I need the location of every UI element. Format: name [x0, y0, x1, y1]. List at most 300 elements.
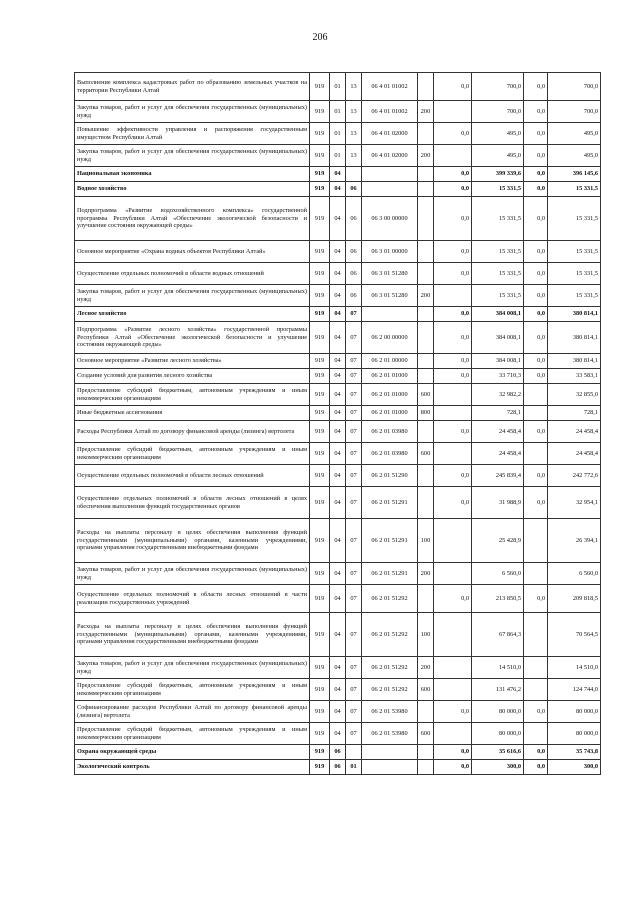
row-value-3: 0,0: [524, 145, 548, 167]
row-expense-type: [418, 745, 434, 760]
row-section: 01: [330, 101, 346, 123]
row-value-3: 0,0: [524, 197, 548, 241]
row-target-article: 06 3 01 51280: [362, 285, 418, 307]
row-value-1: 0,0: [434, 322, 472, 354]
row-grbs: 919: [310, 123, 330, 145]
row-grbs: 919: [310, 167, 330, 182]
row-expense-type: 800: [418, 406, 434, 421]
row-value-4: 24 458,4: [548, 443, 601, 465]
row-target-article: 06 2 01 53980: [362, 723, 418, 745]
row-target-article: 06 4 01 01002: [362, 73, 418, 101]
row-name: Закупка товаров, работ и услуг для обеспечения государственных (муниципальных) нужд: [75, 145, 310, 167]
row-section: 01: [330, 123, 346, 145]
row-value-2: 399 339,6: [472, 167, 524, 182]
table-row: [75, 167, 601, 182]
row-value-3: [524, 723, 548, 745]
row-value-4: 300,0: [548, 760, 601, 775]
row-value-1: 0,0: [434, 465, 472, 487]
row-value-3: 0,0: [524, 701, 548, 723]
row-value-4: 242 772,6: [548, 465, 601, 487]
row-target-article: 06 2 01 51290: [362, 465, 418, 487]
row-expense-type: [418, 307, 434, 322]
row-value-1: 0,0: [434, 369, 472, 384]
row-section: 04: [330, 322, 346, 354]
row-value-3: [524, 519, 548, 563]
row-value-1: 0,0: [434, 487, 472, 519]
row-subsection: 07: [346, 406, 362, 421]
table-body: [75, 73, 601, 775]
row-value-3: 0,0: [524, 421, 548, 443]
row-value-1: [434, 723, 472, 745]
row-expense-type: [418, 241, 434, 263]
row-value-3: [524, 406, 548, 421]
row-section: 04: [330, 421, 346, 443]
row-name: Закупка товаров, работ и услуг для обеспечения государственных (муниципальных) нужд: [75, 101, 310, 123]
row-subsection: 13: [346, 73, 362, 101]
row-expense-type: 600: [418, 443, 434, 465]
row-value-4: 80 000,0: [548, 701, 601, 723]
row-grbs: 919: [310, 701, 330, 723]
row-section: 04: [330, 563, 346, 585]
row-subsection: 07: [346, 487, 362, 519]
row-grbs: 919: [310, 421, 330, 443]
row-section: 01: [330, 73, 346, 101]
row-value-3: [524, 563, 548, 585]
row-value-4: 14 510,0: [548, 657, 601, 679]
row-value-2: 15 331,5: [472, 197, 524, 241]
row-value-4: 15 331,5: [548, 241, 601, 263]
row-expense-type: [418, 701, 434, 723]
row-value-2: 15 331,5: [472, 241, 524, 263]
row-subsection: 13: [346, 123, 362, 145]
row-name: Осуществление отдельных полномочий в области лесных отношений в части реализации государственных учреждений: [75, 585, 310, 613]
row-name: Расходы Республики Алтай по договору финансовой аренды (лизинга) вертолета: [75, 421, 310, 443]
row-value-2: 24 458,4: [472, 443, 524, 465]
row-section: 04: [330, 285, 346, 307]
row-name: Создание условий для развития лесного хозяйства: [75, 369, 310, 384]
row-grbs: 919: [310, 406, 330, 421]
row-grbs: 919: [310, 657, 330, 679]
row-value-2: 25 428,9: [472, 519, 524, 563]
row-value-2: 300,0: [472, 760, 524, 775]
table-row: [75, 701, 601, 723]
row-subsection: 07: [346, 701, 362, 723]
row-grbs: 919: [310, 73, 330, 101]
row-value-4: 80 000,0: [548, 723, 601, 745]
table-row: [75, 307, 601, 322]
row-value-4: 700,0: [548, 101, 601, 123]
row-expense-type: [418, 760, 434, 775]
row-value-2: 728,1: [472, 406, 524, 421]
row-value-2: 15 331,5: [472, 285, 524, 307]
row-name: Предоставление субсидий бюджетным, автономным учреждениям и иным некоммерческим организациям: [75, 384, 310, 406]
table-row: [75, 760, 601, 775]
row-value-2: 80 000,0: [472, 723, 524, 745]
row-value-1: 0,0: [434, 241, 472, 263]
row-target-article: [362, 182, 418, 197]
row-grbs: 919: [310, 519, 330, 563]
row-expense-type: [418, 369, 434, 384]
row-value-3: 0,0: [524, 101, 548, 123]
row-value-1: [434, 285, 472, 307]
row-section: 04: [330, 465, 346, 487]
row-expense-type: [418, 465, 434, 487]
row-value-1: 0,0: [434, 421, 472, 443]
row-value-1: [434, 613, 472, 657]
row-value-2: 15 331,5: [472, 263, 524, 285]
row-value-3: 0,0: [524, 307, 548, 322]
row-section: 04: [330, 384, 346, 406]
row-name: Предоставление субсидий бюджетным, автономным учреждениям и иным некоммерческим организациям: [75, 443, 310, 465]
row-value-4: 495,0: [548, 145, 601, 167]
row-expense-type: [418, 421, 434, 443]
row-section: 04: [330, 307, 346, 322]
row-subsection: 06: [346, 241, 362, 263]
table-row: [75, 322, 601, 354]
row-section: 04: [330, 723, 346, 745]
row-subsection: 06: [346, 182, 362, 197]
table-row: [75, 123, 601, 145]
table-row: [75, 354, 601, 369]
row-value-3: 0,0: [524, 73, 548, 101]
table-row: [75, 723, 601, 745]
budget-table: [74, 72, 601, 775]
row-expense-type: 200: [418, 563, 434, 585]
row-subsection: 07: [346, 563, 362, 585]
row-value-2: 32 982,2: [472, 384, 524, 406]
row-section: 04: [330, 701, 346, 723]
row-value-4: 32 954,1: [548, 487, 601, 519]
table-row: [75, 406, 601, 421]
row-section: 04: [330, 679, 346, 701]
table-row: [75, 745, 601, 760]
row-section: 06: [330, 745, 346, 760]
row-value-3: 0,0: [524, 123, 548, 145]
row-grbs: 919: [310, 101, 330, 123]
row-expense-type: 200: [418, 145, 434, 167]
row-value-1: 0,0: [434, 263, 472, 285]
row-grbs: 919: [310, 197, 330, 241]
row-value-2: 384 008,1: [472, 307, 524, 322]
row-target-article: 06 3 00 00000: [362, 197, 418, 241]
row-expense-type: 600: [418, 384, 434, 406]
row-name: Осуществление отдельных полномочий в области лесных отношений в целях обеспечения выполнения функций государственных органов: [75, 487, 310, 519]
row-target-article: 06 2 01 51292: [362, 679, 418, 701]
row-value-3: 0,0: [524, 465, 548, 487]
row-subsection: 07: [346, 465, 362, 487]
row-grbs: 919: [310, 322, 330, 354]
row-name: Расходы на выплаты персоналу в целях обеспечения выполнения функций государственными (муниципальными) органами, казенными учреждениями, органами управления государственными внебюджетными фондами: [75, 613, 310, 657]
row-value-1: 0,0: [434, 745, 472, 760]
row-target-article: 06 2 01 51291: [362, 563, 418, 585]
row-grbs: 919: [310, 465, 330, 487]
row-section: 04: [330, 519, 346, 563]
row-section: 04: [330, 613, 346, 657]
row-value-4: 15 331,5: [548, 285, 601, 307]
row-value-3: 0,0: [524, 182, 548, 197]
row-value-1: [434, 406, 472, 421]
row-section: 06: [330, 760, 346, 775]
table-row: [75, 613, 601, 657]
row-section: 01: [330, 145, 346, 167]
row-value-4: 6 560,0: [548, 563, 601, 585]
row-target-article: 06 4 01 01002: [362, 101, 418, 123]
row-value-1: 0,0: [434, 307, 472, 322]
row-value-4: 728,1: [548, 406, 601, 421]
row-section: 04: [330, 354, 346, 369]
page-number: 206: [312, 32, 328, 43]
row-value-1: [434, 145, 472, 167]
row-target-article: [362, 745, 418, 760]
table-row: [75, 241, 601, 263]
row-grbs: 919: [310, 145, 330, 167]
row-subsection: 07: [346, 307, 362, 322]
row-grbs: 919: [310, 723, 330, 745]
row-grbs: 919: [310, 369, 330, 384]
row-value-3: [524, 384, 548, 406]
row-expense-type: 200: [418, 285, 434, 307]
row-value-2: 31 988,9: [472, 487, 524, 519]
row-value-4: 380 814,1: [548, 322, 601, 354]
row-name: Основное мероприятие «Развитие лесного хозяйства»: [75, 354, 310, 369]
row-target-article: [362, 307, 418, 322]
row-grbs: 919: [310, 241, 330, 263]
row-value-2: 495,0: [472, 123, 524, 145]
row-value-1: [434, 563, 472, 585]
row-expense-type: [418, 354, 434, 369]
row-subsection: 07: [346, 443, 362, 465]
row-expense-type: [418, 197, 434, 241]
row-name: Повышение эффективности управления и распоряжения государственным имуществом Республики Алтай: [75, 123, 310, 145]
row-value-3: 0,0: [524, 167, 548, 182]
table-row: [75, 519, 601, 563]
row-value-4: 15 331,5: [548, 182, 601, 197]
row-value-3: 0,0: [524, 285, 548, 307]
row-expense-type: 600: [418, 679, 434, 701]
row-section: 04: [330, 182, 346, 197]
row-value-4: 495,0: [548, 123, 601, 145]
row-section: 04: [330, 263, 346, 285]
row-subsection: 07: [346, 322, 362, 354]
row-section: 04: [330, 369, 346, 384]
row-value-2: 24 458,4: [472, 421, 524, 443]
row-value-2: 213 850,5: [472, 585, 524, 613]
row-value-3: 0,0: [524, 322, 548, 354]
row-value-1: [434, 519, 472, 563]
row-value-1: 0,0: [434, 354, 472, 369]
row-target-article: 06 2 01 01000: [362, 406, 418, 421]
row-section: 04: [330, 197, 346, 241]
row-value-4: 70 564,5: [548, 613, 601, 657]
row-value-2: 35 616,6: [472, 745, 524, 760]
row-grbs: 919: [310, 760, 330, 775]
row-grbs: 919: [310, 443, 330, 465]
row-value-4: 396 145,6: [548, 167, 601, 182]
row-value-1: 0,0: [434, 167, 472, 182]
row-grbs: 919: [310, 487, 330, 519]
table-row: [75, 657, 601, 679]
row-value-1: [434, 101, 472, 123]
row-target-article: 06 2 01 00000: [362, 354, 418, 369]
row-subsection: [346, 745, 362, 760]
row-value-4: 15 331,5: [548, 263, 601, 285]
row-subsection: 06: [346, 285, 362, 307]
row-value-1: 0,0: [434, 701, 472, 723]
row-grbs: 919: [310, 354, 330, 369]
row-name: Софинансирование расходов Республики Алтай по договору финансовой аренды (лизинга) вертолета: [75, 701, 310, 723]
row-expense-type: [418, 487, 434, 519]
row-value-1: [434, 679, 472, 701]
table-row: [75, 145, 601, 167]
row-subsection: 01: [346, 760, 362, 775]
row-target-article: 06 2 01 53980: [362, 701, 418, 723]
row-target-article: 06 2 01 51292: [362, 657, 418, 679]
row-name: Закупка товаров, работ и услуг для обеспечения государственных (муниципальных) нужд: [75, 563, 310, 585]
row-name: Водное хозяйство: [75, 182, 310, 197]
table-row: [75, 585, 601, 613]
row-value-1: [434, 443, 472, 465]
row-value-2: 700,0: [472, 73, 524, 101]
table-row: [75, 285, 601, 307]
row-name: Национальная экономика: [75, 167, 310, 182]
row-subsection: 07: [346, 723, 362, 745]
row-name: Лесное хозяйство: [75, 307, 310, 322]
row-grbs: 919: [310, 745, 330, 760]
row-value-2: 67 864,3: [472, 613, 524, 657]
row-section: 04: [330, 487, 346, 519]
row-expense-type: 100: [418, 519, 434, 563]
row-value-3: 0,0: [524, 263, 548, 285]
row-target-article: 06 2 01 51292: [362, 613, 418, 657]
row-name: Закупка товаров, работ и услуг для обеспечения государственных (муниципальных) нужд: [75, 657, 310, 679]
row-value-4: 124 744,0: [548, 679, 601, 701]
row-expense-type: 200: [418, 657, 434, 679]
row-target-article: 06 3 01 51280: [362, 263, 418, 285]
row-value-4: 380 814,1: [548, 307, 601, 322]
row-target-article: 06 3 01 00000: [362, 241, 418, 263]
row-grbs: 919: [310, 384, 330, 406]
row-grbs: 919: [310, 263, 330, 285]
row-value-2: 384 008,1: [472, 354, 524, 369]
row-value-2: 700,0: [472, 101, 524, 123]
row-value-4: 209 818,5: [548, 585, 601, 613]
table-row: [75, 487, 601, 519]
row-value-1: 0,0: [434, 123, 472, 145]
table-row: [75, 369, 601, 384]
row-name: Охрана окружающей среды: [75, 745, 310, 760]
row-expense-type: [418, 585, 434, 613]
row-expense-type: [418, 263, 434, 285]
row-name: Подпрограмма «Развитие лесного хозяйства» государственной программы Республики Алтай «Обеспечение экологической безопасности и улучшение состояния окружающей среды»: [75, 322, 310, 354]
row-value-3: 0,0: [524, 354, 548, 369]
row-subsection: 13: [346, 101, 362, 123]
row-name: Осуществление отдельных полномочий в области водных отношений: [75, 263, 310, 285]
row-subsection: 07: [346, 679, 362, 701]
row-grbs: 919: [310, 679, 330, 701]
row-value-3: 0,0: [524, 487, 548, 519]
row-value-1: [434, 657, 472, 679]
row-section: 04: [330, 585, 346, 613]
row-subsection: 07: [346, 519, 362, 563]
row-value-3: 0,0: [524, 369, 548, 384]
row-value-4: 15 331,5: [548, 197, 601, 241]
row-expense-type: [418, 167, 434, 182]
table-row: [75, 679, 601, 701]
row-section: 04: [330, 406, 346, 421]
table-row: [75, 101, 601, 123]
table-row: [75, 421, 601, 443]
table-row: [75, 563, 601, 585]
row-value-2: 495,0: [472, 145, 524, 167]
row-subsection: 07: [346, 369, 362, 384]
row-value-3: 0,0: [524, 760, 548, 775]
row-value-1: 0,0: [434, 760, 472, 775]
row-value-2: 6 560,0: [472, 563, 524, 585]
row-target-article: [362, 760, 418, 775]
row-target-article: 06 2 01 01000: [362, 384, 418, 406]
row-value-4: 33 583,1: [548, 369, 601, 384]
row-expense-type: 600: [418, 723, 434, 745]
row-value-2: 131 476,2: [472, 679, 524, 701]
row-target-article: 06 2 01 51292: [362, 585, 418, 613]
row-subsection: 13: [346, 145, 362, 167]
row-target-article: 06 2 01 01000: [362, 369, 418, 384]
row-name: Расходы на выплаты персоналу в целях обеспечения выполнения функций государственными (муниципальными) органами, казенными учреждениями, органами управления государственными внебюджетными фондами: [75, 519, 310, 563]
row-name: Предоставление субсидий бюджетным, автономным учреждениям и иным некоммерческим организациям: [75, 679, 310, 701]
row-value-2: 14 510,0: [472, 657, 524, 679]
row-name: Осуществление отдельных полномочий в области лесных отношений: [75, 465, 310, 487]
row-value-3: 0,0: [524, 585, 548, 613]
row-target-article: 06 2 01 51291: [362, 487, 418, 519]
row-target-article: 06 4 01 02000: [362, 123, 418, 145]
row-target-article: 06 2 01 51291: [362, 519, 418, 563]
row-value-3: [524, 679, 548, 701]
row-target-article: 06 2 01 03980: [362, 421, 418, 443]
row-grbs: 919: [310, 563, 330, 585]
row-value-1: [434, 384, 472, 406]
table-row: [75, 73, 601, 101]
row-expense-type: [418, 182, 434, 197]
table-row: [75, 197, 601, 241]
row-value-2: 15 331,5: [472, 182, 524, 197]
row-expense-type: 100: [418, 613, 434, 657]
table-row: [75, 465, 601, 487]
row-value-4: 700,0: [548, 73, 601, 101]
row-section: 04: [330, 167, 346, 182]
row-target-article: 06 4 01 02000: [362, 145, 418, 167]
row-grbs: 919: [310, 613, 330, 657]
row-value-2: 245 839,4: [472, 465, 524, 487]
row-value-3: [524, 613, 548, 657]
row-subsection: 06: [346, 263, 362, 285]
row-value-1: 0,0: [434, 73, 472, 101]
row-subsection: 06: [346, 197, 362, 241]
row-name: Закупка товаров, работ и услуг для обеспечения государственных (муниципальных) нужд: [75, 285, 310, 307]
row-name: Предоставление субсидий бюджетным, автономным учреждениям и иным некоммерческим организациям: [75, 723, 310, 745]
row-grbs: 919: [310, 307, 330, 322]
row-expense-type: [418, 123, 434, 145]
row-value-2: 80 000,0: [472, 701, 524, 723]
row-subsection: [346, 167, 362, 182]
row-subsection: 07: [346, 613, 362, 657]
row-section: 04: [330, 657, 346, 679]
table-row: [75, 443, 601, 465]
row-value-3: 0,0: [524, 745, 548, 760]
row-subsection: 07: [346, 657, 362, 679]
row-section: 04: [330, 443, 346, 465]
row-grbs: 919: [310, 182, 330, 197]
row-name: Экологический контроль: [75, 760, 310, 775]
